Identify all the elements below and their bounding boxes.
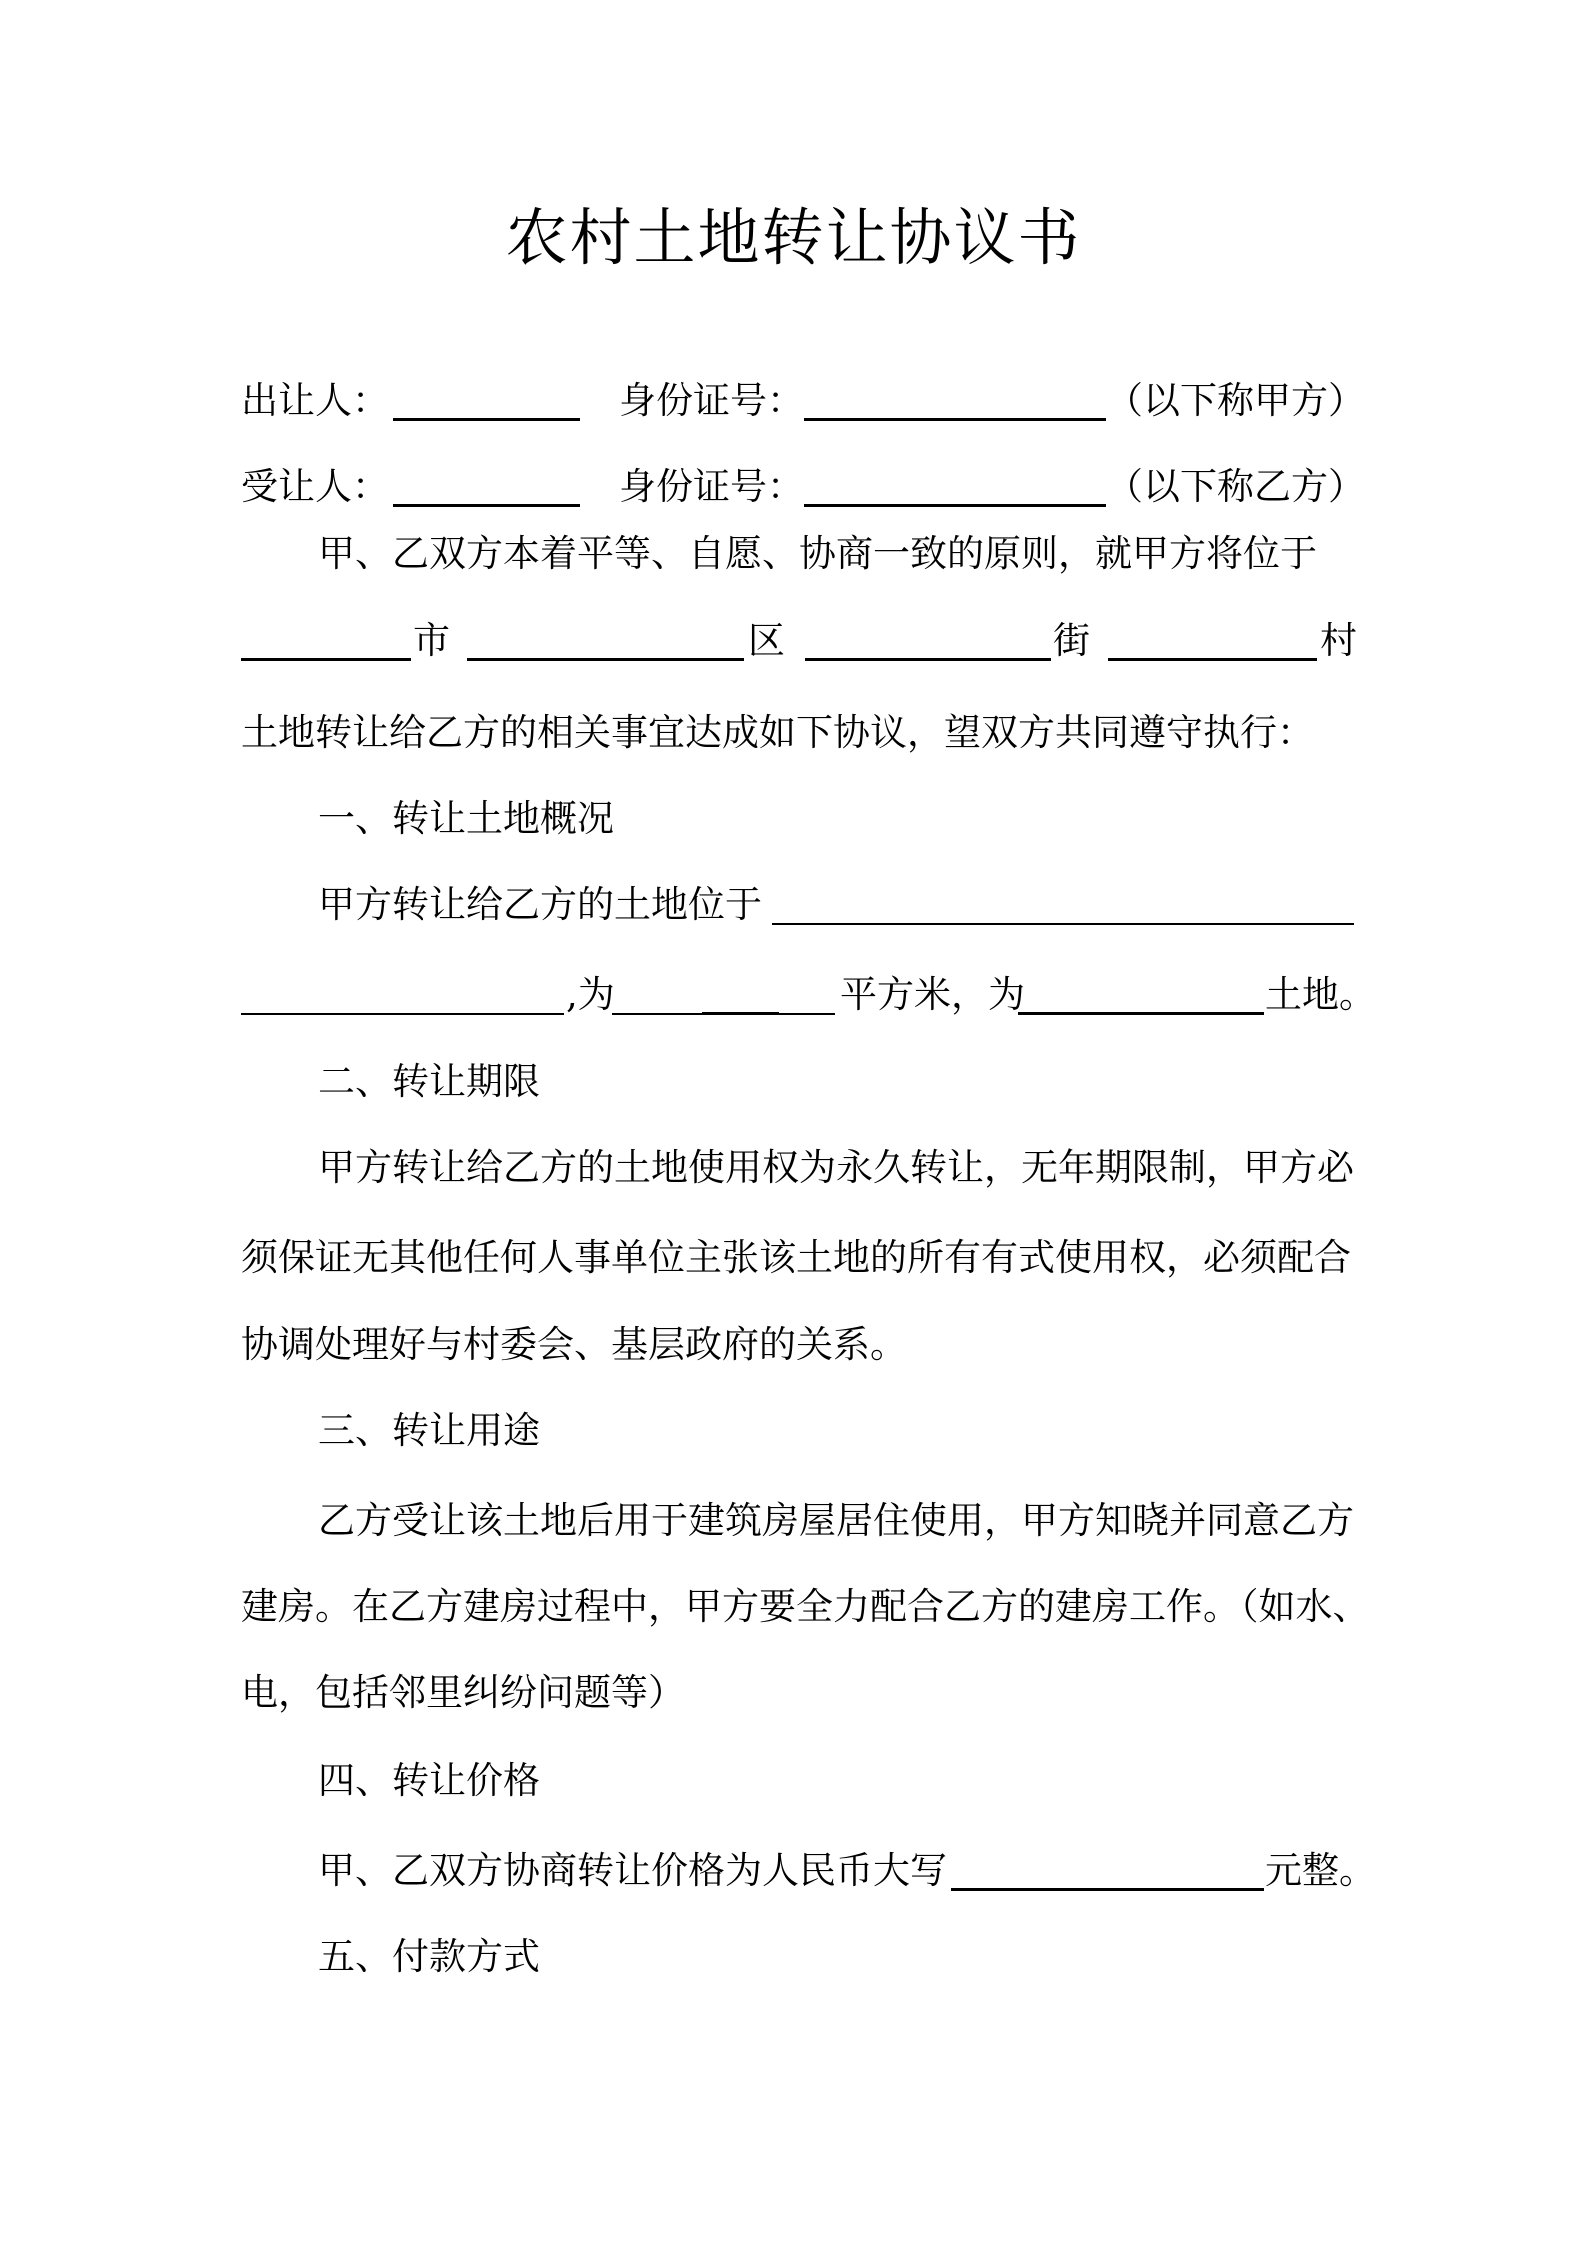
land-type-blank[interactable] — [1018, 1012, 1264, 1015]
section-text: 甲方转让给乙方的土地使用权为永久转让，无年期限制，甲方必 — [318, 1146, 1354, 1189]
party-b-note: （以下称乙方） — [1106, 465, 1365, 508]
party-a-note: （以下称甲方） — [1106, 379, 1365, 422]
transferor-label: 出让人： — [241, 379, 389, 422]
section-heading: 一、转让土地概况 — [318, 797, 614, 840]
section-heading: 五、付款方式 — [318, 1935, 540, 1978]
id-label: 身份证号： — [619, 379, 804, 422]
area-blank-3[interactable] — [779, 1013, 835, 1015]
section-text: 建房。在乙方建房过程中，甲方要全力配合乙方的建房工作。（如水、 — [241, 1585, 1370, 1628]
area-blank-2[interactable] — [702, 1012, 779, 1015]
city-label: 市 — [413, 619, 450, 662]
city-blank[interactable] — [241, 658, 411, 661]
transferee-name-blank[interactable] — [393, 504, 580, 507]
street-blank[interactable] — [805, 658, 1051, 661]
area-unit: 平方米，为 — [840, 973, 1025, 1016]
street-label: 街 — [1053, 619, 1090, 662]
district-label: 区 — [748, 619, 785, 662]
section-text: 甲、乙双方协商转让价格为人民币大写 — [318, 1849, 947, 1892]
section-text: 协调处理好与村委会、基层政府的关系。 — [241, 1323, 907, 1366]
section-text: 须保证无其他任何人事单位主张该土地的所有有式使用权，必须配合 — [241, 1236, 1351, 1279]
land-suffix: 土地。 — [1265, 973, 1376, 1016]
id-label: 身份证号： — [619, 465, 804, 508]
district-blank[interactable] — [467, 658, 744, 661]
transferee-id-blank[interactable] — [804, 504, 1106, 507]
village-blank[interactable] — [1108, 658, 1317, 661]
land-location-blank[interactable] — [772, 923, 1354, 925]
area-prefix: ,为 — [566, 973, 615, 1016]
intro-text: 土地转让给乙方的相关事宜达成如下协议，望双方共同遵守执行： — [241, 711, 1314, 754]
area-blank-1[interactable] — [612, 1013, 702, 1015]
price-suffix: 元整。 — [1265, 1849, 1376, 1892]
price-blank[interactable] — [951, 1888, 1264, 1891]
section-text: 电，包括邻里纠纷问题等） — [241, 1671, 685, 1714]
land-location-blank-continued[interactable] — [241, 1013, 564, 1015]
transferor-id-blank[interactable] — [804, 418, 1106, 421]
section-heading: 二、转让期限 — [318, 1060, 540, 1103]
transferee-label: 受让人： — [241, 465, 389, 508]
section-heading: 四、转让价格 — [318, 1759, 540, 1802]
section-heading: 三、转让用途 — [318, 1409, 540, 1452]
document-title: 农村土地转让协议书 — [505, 201, 1082, 274]
transferor-name-blank[interactable] — [393, 418, 580, 421]
village-label: 村 — [1320, 619, 1357, 662]
section-text: 乙方受让该土地后用于建筑房屋居住使用，甲方知晓并同意乙方 — [318, 1499, 1354, 1542]
intro-text: 甲、乙双方本着平等、自愿、协商一致的原则，就甲方将位于 — [318, 532, 1317, 575]
section-text: 甲方转让给乙方的土地位于 — [318, 883, 762, 926]
